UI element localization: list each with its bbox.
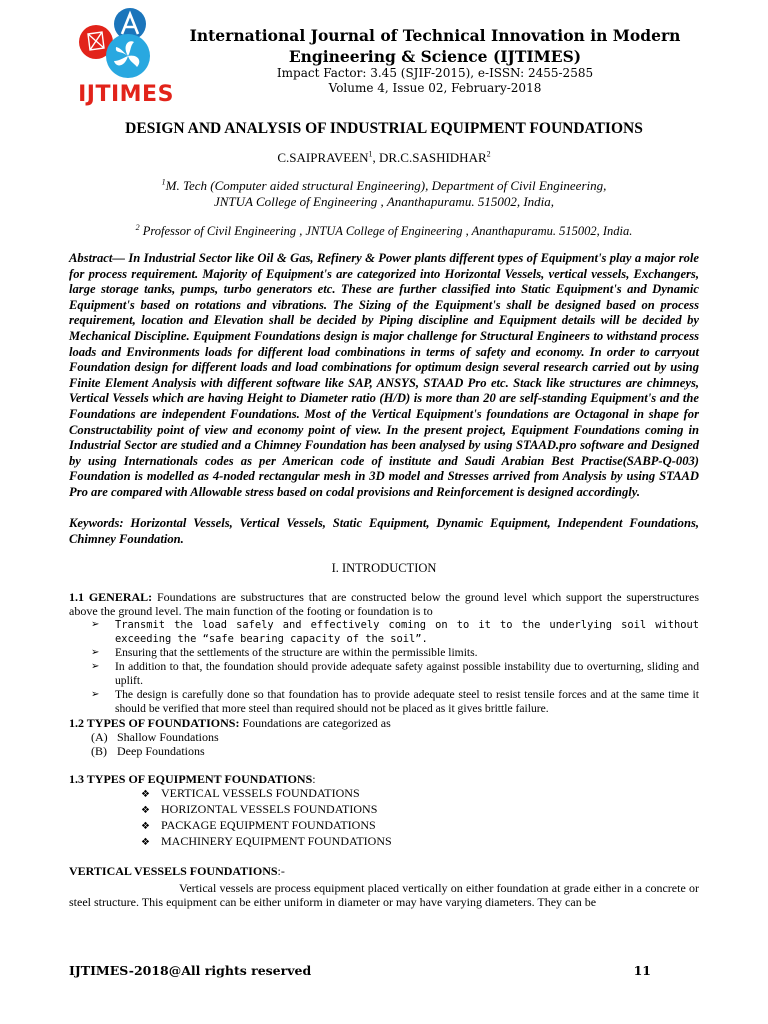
paper-title: DESIGN AND ANALYSIS OF INDUSTRIAL EQUIPMENT FOUNDATIONS bbox=[125, 120, 643, 137]
equipment-types-paragraph: 1.3 TYPES OF EQUIPMENT FOUNDATIONS: bbox=[69, 771, 316, 786]
list-item: (A) Shallow Foundations bbox=[91, 729, 219, 744]
copyright-text: IJTIMES-2018@All rights reserved bbox=[69, 963, 312, 978]
affiliation-1-line1: M. Tech (Computer aided structural Engineering), Department of Civil Engineering, bbox=[165, 178, 607, 193]
journal-title-line1: International Journal of Technical Innovation in Modern bbox=[189, 26, 681, 45]
list-item: ➢ Transmit the load safely and effectively coming on to it to the underlying soil without exceeding the “safe bearing capacity of the soil”. bbox=[91, 618, 699, 645]
list-item: ❖ MACHINERY EQUIPMENT FOUNDATIONS bbox=[141, 833, 392, 848]
author-1: C.SAIPRAVEEN bbox=[277, 150, 369, 165]
diamond-bullet-icon: ❖ bbox=[141, 820, 150, 832]
arrow-bullet-icon: ➢ bbox=[91, 688, 100, 700]
abstract: Abstract— In Industrial Sector like Oil & Gas, Refinery & Power plants different types of Equipment's play a major role for process requirement. Majority of Equipment's are categorized into Horizontal Vessels, vertical vessels, Exchangers, large storage tanks, pumps, turbo generators etc. These are further classified into Static Equipment's and Dynamic Equipment's based on rotations and vibrations. The Sizing of the Equipment's shall be designed based on process requirement, location and Elevation shall be decided by Piping discipline and Equipment details will be decided by Mechanical Discipline. Equipment Foundations design is major challenge for Structural Engineers to withstand process loads and Environments loads for different load combinations in terms of safety and economy. In order to carryout Foundation design for different loads and load combinations for optimum design several research carried out by using Finite Element Analysis with different software like SAP, ANSYS, STAAD Pro etc. Stack like structures are chimneys, Vertical Vessels which are having Height to Diameter ratio (H/D) is more than 20 are self-standing Equipment's and the Foundations are independent Foundations. Most of the Vertical Equipment's foundations are Octagonal in shape for Constructability point of view and economy point of view. In the present project, Equipment Foundations coming in Industrial Sector are studied and a Chimney Foundation has been analysed by using STAAD.pro software and Designed by using Internationals codes as per American code of institute and Saudi Arabian Best Practise(SABP-Q-003) Foundation is modelled as 4-noded rectangular mesh in 3D model and Stresses arrived from Analysis by using STAAD Pro are compared with Allowable stress based on codal provisions and Reinforcement is designed accordingly. bbox=[69, 251, 699, 499]
list-item: ❖ PACKAGE EQUIPMENT FOUNDATIONS bbox=[141, 817, 376, 832]
authors bbox=[69, 150, 699, 166]
impact-factor-line: Impact Factor: 3.45 (SJIF-2015), e-ISSN: 2455-2585 bbox=[276, 66, 594, 80]
logo-text: IJTIMES bbox=[78, 82, 174, 107]
vertical-vessels-heading: VERTICAL VESSELS FOUNDATIONS:- bbox=[69, 863, 285, 878]
affiliation-2 bbox=[69, 224, 699, 239]
affiliation-1-sup: 1 bbox=[161, 177, 166, 187]
vertical-vessels-text: Vertical vessels are process equipment placed vertically on either foundation at grade either in a concrete or steel structure. This equipment can be either uniform in diameter or may have varying diameters. They can be bbox=[69, 880, 699, 909]
affiliation-2-text: Professor of Civil Engineering , JNTUA College of Engineering , Ananthapuramu. 515002, India. bbox=[139, 224, 633, 238]
arrow-bullet-icon: ➢ bbox=[91, 618, 100, 630]
journal-logo bbox=[76, 6, 176, 107]
list-item: (B) Deep Foundations bbox=[91, 743, 205, 758]
list-item: ❖ HORIZONTAL VESSELS FOUNDATIONS bbox=[141, 801, 378, 816]
journal-header bbox=[0, 0, 768, 105]
page-footer bbox=[69, 963, 699, 983]
types-text: Foundations are categorized as bbox=[239, 715, 391, 730]
paper-content bbox=[69, 118, 699, 909]
arrow-bullet-icon: ➢ bbox=[91, 646, 100, 658]
journal-title bbox=[180, 25, 690, 67]
function-bullet-list bbox=[91, 618, 699, 716]
author-1-sup: 1 bbox=[368, 149, 373, 159]
diamond-bullet-icon: ❖ bbox=[141, 788, 150, 800]
affiliation-1-line2: JNTUA College of Engineering , Ananthapuramu. 515002, India, bbox=[213, 194, 555, 209]
keywords: Keywords: Horizontal Vessels, Vertical Vessels, Static Equipment, Dynamic Equipment, Independent Foundations, Chimney Foundation. bbox=[69, 515, 699, 546]
diamond-bullet-icon: ❖ bbox=[141, 804, 150, 816]
journal-title-line2: Engineering & Science (IJTIMES) bbox=[288, 47, 582, 66]
list-item: ➢ Ensuring that the settlements of the structure are within the permissible limits. bbox=[91, 645, 478, 659]
general-paragraph bbox=[69, 590, 699, 618]
affiliation-2-sup: 2 bbox=[135, 222, 140, 232]
equipment-types-label: 1.3 TYPES OF EQUIPMENT FOUNDATIONS bbox=[69, 771, 313, 786]
general-label: 1.1 GENERAL: bbox=[69, 589, 153, 604]
logo-emblem-icon bbox=[76, 6, 176, 84]
section-heading-introduction: I. INTRODUCTION bbox=[331, 560, 437, 575]
general-text: Foundations are substructures that are constructed below the ground level which support the superstructures above the ground level. The main function of the footing or foundation is to bbox=[69, 589, 699, 618]
list-item: ➢ The design is carefully done so that foundation has to provide adequate steel to resist tensile forces and at the same time it should be verified that more steel than required should not be placed as it gives brittle failure. bbox=[91, 687, 699, 715]
author-separator: , bbox=[372, 150, 379, 165]
page-number: 11 bbox=[633, 963, 651, 978]
foundation-types-list bbox=[91, 730, 699, 758]
list-item: ❖ VERTICAL VESSELS FOUNDATIONS bbox=[141, 785, 360, 800]
arrow-bullet-icon: ➢ bbox=[91, 660, 100, 672]
journal-meta bbox=[180, 66, 690, 96]
equipment-types-list bbox=[141, 786, 699, 850]
diamond-bullet-icon: ❖ bbox=[141, 836, 150, 848]
types-label: 1.2 TYPES OF FOUNDATIONS: bbox=[69, 715, 240, 730]
list-item: ➢ In addition to that, the foundation should provide adequate safety against possible instability due to overturning, sliding and uplift. bbox=[91, 659, 699, 687]
author-2: DR.C.SASHIDHAR bbox=[379, 150, 487, 165]
author-2-sup: 2 bbox=[486, 149, 491, 159]
volume-line: Volume 4, Issue 02, February-2018 bbox=[328, 81, 542, 95]
affiliation-1 bbox=[69, 178, 699, 210]
types-paragraph bbox=[69, 716, 699, 730]
